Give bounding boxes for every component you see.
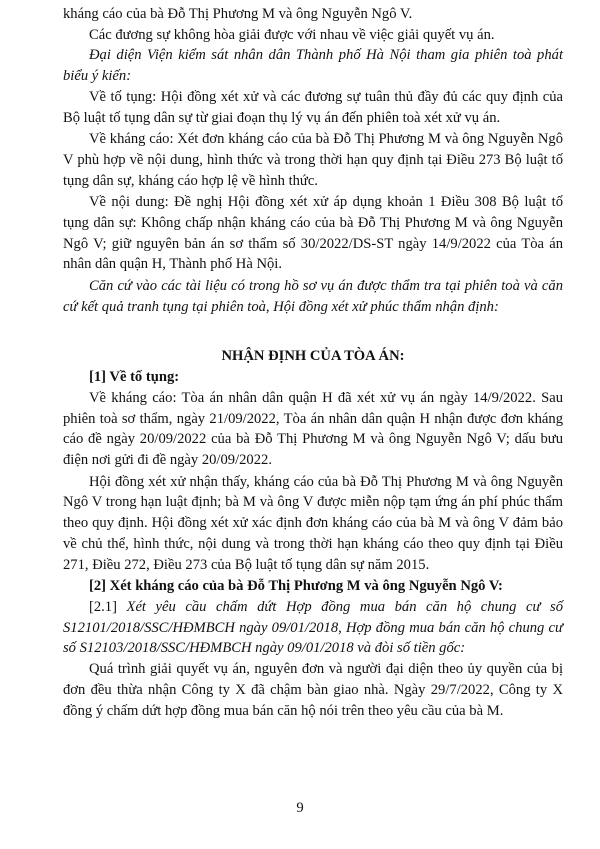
paragraph: Căn cứ vào các tài liệu có trong hồ sơ vụ án được thẩm tra tại phiên toà và căn cứ kết quả tranh tụng tại phiên toà, Hội đồng xét xử phúc thẩm nhận định: [63, 278, 563, 315]
paragraph: Hội đồng xét xử nhận thấy, kháng cáo của bà Đỗ Thị Phương M và ông Nguyễn Ngô V trong hạn luật định; bà M và ông V được miễn nộp tạm ứng án phí phúc thẩm theo quy định. Hội đồng xét xử xác định đơn kháng cáo của bà M và ông V đảm bảo về chủ thể, hình thức, nội dung và trong thời hạn kháng cáo theo quy định tại Điều 271, Điều 272, Điều 273 của Bộ luật tố tụng dân sự năm 2015. [63, 473, 563, 573]
paragraph [63, 597, 563, 659]
subsection-text: Xét yêu cầu chấm dứt Hợp đồng mua bán căn hộ chung cư số S12101/2018/SSC/HĐMBCH ngày 09/01/2018, Hợp đồng mua bán căn hộ chung cư số S12103/2018/SSC/HĐMBCH ngày 09/01/2018 và đòi số tiền gốc: [63, 598, 563, 657]
subsection-title: [1] Về tố tụng: [89, 369, 180, 386]
paragraph: kháng cáo của bà Đỗ Thị Phương M và ông Nguyễn Ngô V. [63, 6, 413, 22]
subsection-number: [2.1] [89, 598, 117, 615]
paragraph: Về kháng cáo: Xét đơn kháng cáo của bà Đỗ Thị Phương M và ông Nguyễn Ngô V phù hợp về nội dung, hình thức và trong thời hạn quy định tại Điều 273 Bộ luật tố tụng dân sự, kháng cáo hợp lệ về hình thức. [63, 131, 563, 189]
page-number: 9 [296, 800, 304, 816]
subsection-title: [2] Xét kháng cáo của bà Đỗ Thị Phương M và ông Nguyễn Ngô V: [89, 578, 503, 595]
paragraph: Về tố tụng: Hội đồng xét xử và các đương sự tuân thủ đầy đủ các quy định của Bộ luật tố tụng dân sự từ giai đoạn thụ lý vụ án đến phiên toà xét xử vụ án. [63, 88, 563, 126]
paragraph: Về kháng cáo: Tòa án nhân dân quận H đã xét xử vụ án ngày 14/9/2022. Sau phiên toà sơ thẩm, ngày 21/09/2022, Tòa án nhân dân quận H nhận được đơn kháng cáo đề ngày 20/09/2022 của bà Đỗ Thị Phương M và ông Nguyễn Ngô V; dấu bưu điện nơi gửi đi đề ngày 20/09/2022. [63, 389, 563, 469]
paragraph: Về nội dung: Đề nghị Hội đồng xét xử áp dụng khoản 1 Điều 308 Bộ luật tố tụng dân sự: Không chấp nhận kháng cáo của bà Đỗ Thị Phương M và ông Nguyễn Ngô V; giữ nguyên bản án sơ thẩm số 30/2022/DS-ST ngày 14/9/2022 của Tòa án nhân dân quận H, Thành phố Hà Nội. [63, 194, 563, 273]
paragraph: Quá trình giải quyết vụ án, nguyên đơn và người đại diện theo ủy quyền của bị đơn đều thừa nhận Công ty X đã chậm bàn giao nhà. Ngày 29/7/2022, Công ty X đồng ý chấm dứt hợp đồng mua bán căn hộ nói trên theo yêu cầu của bà M. [63, 661, 563, 719]
document-body [63, 4, 563, 721]
paragraph: Các đương sự không hòa giải được với nhau về việc giải quyết vụ án. [89, 26, 495, 43]
paragraph: Đại diện Viện kiểm sát nhân dân Thành phố Hà Nội tham gia phiên toà phát biểu ý kiến: [63, 47, 563, 85]
section-heading: NHẬN ĐỊNH CỦA TÒA ÁN: [221, 347, 405, 364]
